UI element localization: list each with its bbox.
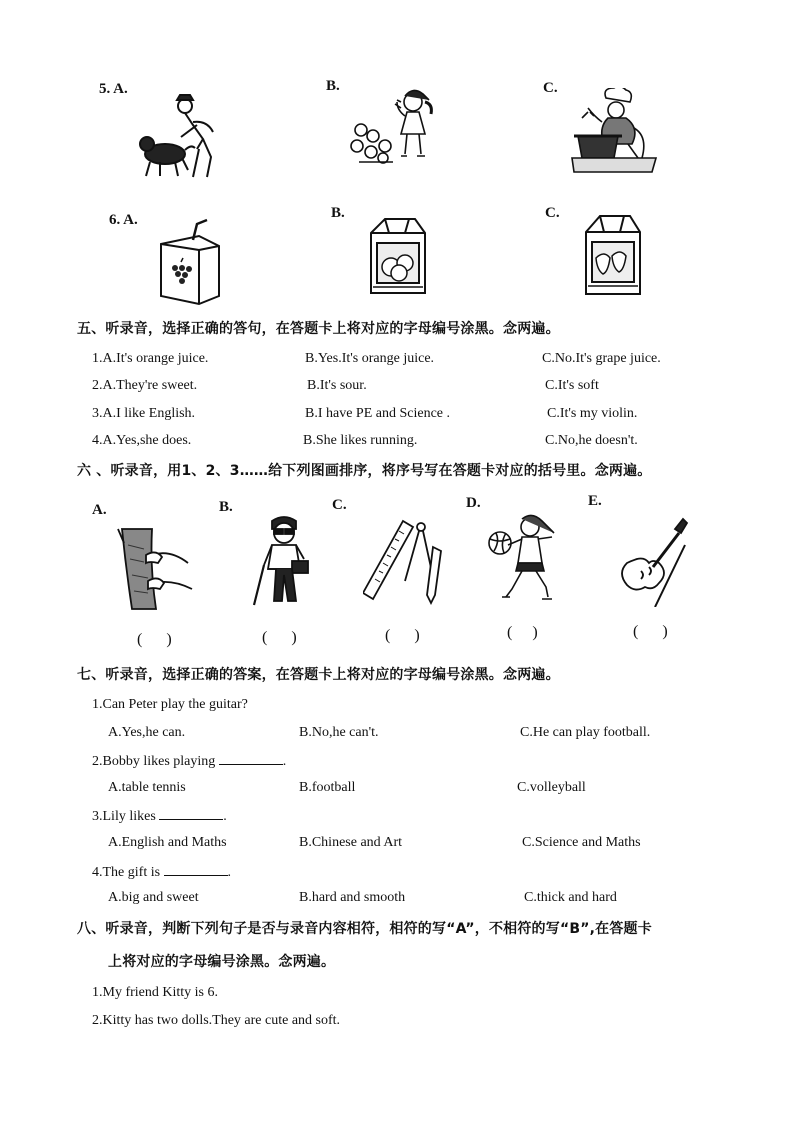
s7-q2-option-a: A.table tennis bbox=[108, 780, 186, 795]
girl-smelling-flowers-icon bbox=[345, 88, 445, 168]
s7-q3-option-a: A.English and Maths bbox=[108, 835, 227, 850]
s7-q4-blank[interactable] bbox=[164, 863, 228, 876]
s7-q4-question bbox=[92, 863, 231, 881]
s7-q3-blank[interactable] bbox=[159, 807, 223, 820]
s6-answer-paren-e[interactable]: ( ) bbox=[633, 623, 668, 640]
s5-q1-option-a: 1.A.It's orange juice. bbox=[92, 351, 209, 366]
s8-item-2: 2.Kitty has two dolls.They are cute and soft. bbox=[92, 1013, 341, 1028]
q6-label: 6. A. bbox=[109, 212, 138, 228]
s7-q4-option-b: B.hard and smooth bbox=[299, 890, 406, 905]
s6-label-b: B. bbox=[219, 499, 233, 515]
s7-q1-option-c: C.He can play football. bbox=[520, 725, 651, 740]
s7-q3-option-c: C.Science and Maths bbox=[522, 835, 641, 850]
s7-q2-question bbox=[92, 752, 286, 770]
s7-q2-blank[interactable] bbox=[219, 752, 283, 765]
q6-option-b-label: B. bbox=[331, 205, 345, 221]
s6-answer-paren-c[interactable]: ( ) bbox=[385, 627, 420, 644]
s5-q2-option-b: B.It's sour. bbox=[307, 378, 367, 393]
s5-q3-option-a: 3.A.I like English. bbox=[92, 406, 196, 421]
s7-q4-option-c: C.thick and hard bbox=[524, 890, 617, 905]
girl-volleyball-icon bbox=[486, 513, 570, 605]
s5-q4-option-c: C.No,he doesn't. bbox=[545, 433, 638, 448]
s7-q3-question bbox=[92, 807, 227, 825]
s7-q2-question-text: 2.Bobby likes playing bbox=[92, 754, 216, 769]
s6-label-c: C. bbox=[332, 497, 347, 513]
section5-title: 五、听录音，选择正确的答句，在答题卡上将对应的字母编号涂黑。念两遍。 bbox=[77, 321, 560, 337]
s8-item-1: 1.My friend Kitty is 6. bbox=[92, 985, 218, 1000]
s5-q1-option-c: C.No.It's grape juice. bbox=[542, 351, 661, 366]
man-walking-dog-icon bbox=[125, 92, 240, 182]
q6-option-c-label: C. bbox=[545, 205, 560, 221]
s6-label-d: D. bbox=[466, 495, 481, 511]
s5-q4-option-b: B.She likes running. bbox=[303, 433, 418, 448]
s6-answer-paren-b[interactable]: ( ) bbox=[262, 629, 297, 646]
s7-q1-question: 1.Can Peter play the guitar? bbox=[92, 697, 248, 712]
s5-q1-option-b: B.Yes.It's orange juice. bbox=[305, 351, 435, 366]
s6-answer-paren-d[interactable]: ( ) bbox=[507, 624, 538, 641]
grape-juice-box-icon bbox=[155, 218, 225, 306]
section8-title-line2: 上将对应的字母编号涂黑。念两遍。 bbox=[108, 954, 336, 970]
q5-label: 5. A. bbox=[99, 81, 128, 97]
s7-q3-question-end: . bbox=[223, 809, 227, 824]
s7-q4-question-text: 4.The gift is bbox=[92, 865, 161, 880]
s5-q4-option-a: 4.A.Yes,she does. bbox=[92, 433, 192, 448]
violin-icon bbox=[613, 515, 693, 607]
section6-title: 六 、听录音，用1、2、3……给下列图画排序，将序号写在答题卡对应的括号里。念两遍。 bbox=[77, 463, 652, 479]
s7-q2-option-b: B.football bbox=[299, 780, 356, 795]
section7-title: 七、听录音，选择正确的答案，在答题卡上将对应的字母编号涂黑。念两遍。 bbox=[77, 667, 560, 683]
s5-q3-option-b: B.I have PE and Science . bbox=[305, 406, 451, 421]
s6-label-a: A. bbox=[92, 502, 107, 518]
s7-q2-question-end: . bbox=[282, 754, 287, 769]
s7-q1-option-a: A.Yes,he can. bbox=[108, 725, 186, 740]
s7-q3-question-text: 3.Lily likes bbox=[92, 809, 156, 824]
strawberry-juice-carton-icon bbox=[578, 212, 646, 300]
q5-option-b-label: B. bbox=[326, 78, 340, 94]
s6-answer-paren-a[interactable]: ( ) bbox=[137, 631, 172, 648]
q5-option-c-label: C. bbox=[543, 80, 558, 96]
s7-q3-option-b: B.Chinese and Art bbox=[299, 835, 403, 850]
section8-title-line1: 八、听录音，判断下列句子是否与录音内容相符，相符的写“A”，不相符的写“B”,在答题卡 bbox=[77, 921, 652, 937]
orange-juice-carton-icon bbox=[363, 215, 431, 300]
s5-q3-option-c: C.It's my violin. bbox=[547, 406, 638, 421]
s7-q2-option-c: C.volleyball bbox=[517, 780, 586, 795]
chef-cooking-icon bbox=[568, 88, 658, 176]
s7-q4-question-end: . bbox=[227, 865, 232, 880]
s6-label-e: E. bbox=[588, 493, 602, 509]
s7-q4-option-a: A.big and sweet bbox=[108, 890, 199, 905]
ruler-compass-pencil-icon bbox=[363, 517, 451, 605]
tree-bark-touch-icon bbox=[112, 525, 197, 610]
s7-q1-option-b: B.No,he can't. bbox=[299, 725, 379, 740]
blind-boy-icon bbox=[250, 515, 320, 610]
s5-q2-option-c: C.It's soft bbox=[545, 378, 599, 393]
s5-q2-option-a: 2.A.They're sweet. bbox=[92, 378, 198, 393]
